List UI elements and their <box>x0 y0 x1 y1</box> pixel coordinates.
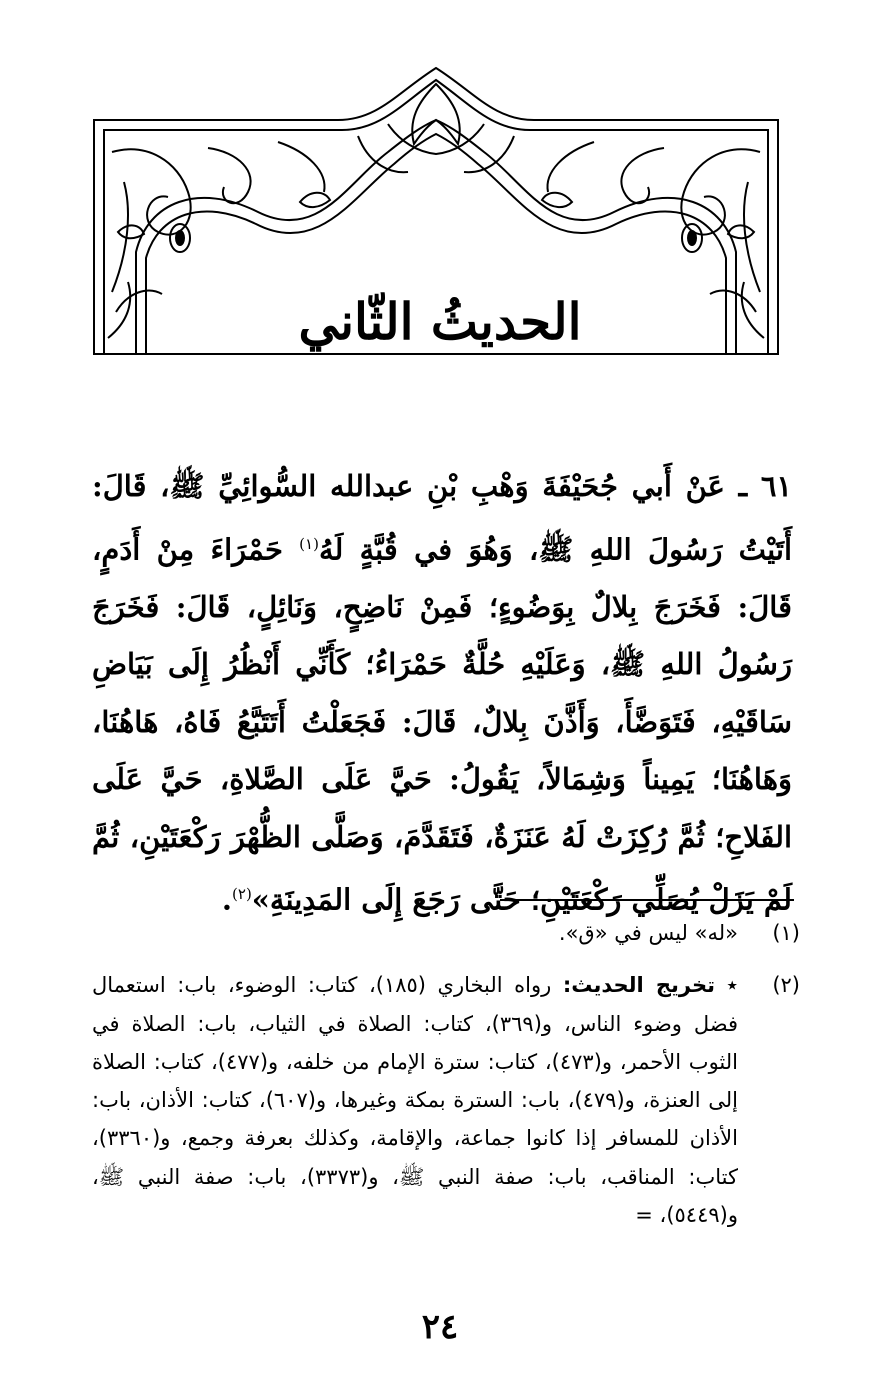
footnote-text: «له» ليس في «ق». <box>558 921 738 945</box>
footnote-text <box>92 966 738 1234</box>
hadith-end-punctuation: . <box>221 882 233 917</box>
page-number: ٢٤ <box>421 1307 459 1347</box>
footnotes <box>92 914 800 1248</box>
footnote-separator <box>500 899 794 901</box>
footnote-item <box>92 914 800 952</box>
hadith-text-part: ٦١ ـ عَنْ أَبي جُحَيْفَةَ وَهْبِ بْنِ عبدالله السُّوائِيِّ ﷺ، قَالَ: أَتَيْتُ رَسُولَ اللهِ ﷺ، وَهُوَ في قُبَّةٍ لَهُ <box>92 469 792 567</box>
footnote-marker-2: (٢) <box>232 885 252 904</box>
footnote-marker-1: (١) <box>299 534 319 553</box>
footnote-label: تخريج الحديث: <box>562 973 715 998</box>
star-icon: ٭ <box>726 973 738 998</box>
footnote-number: (١) <box>772 921 800 945</box>
footnote-body: رواه البخاري (١٨٥)، كتاب: الوضوء، باب: استعمال فضل وضوء الناس، و(٣٦٩)، كتاب: الصلاة في الثياب، باب: الصلاة في الثوب الأحمر، و(٤٧٣)، كتاب: سترة الإمام من خلفه، و(٤٧٧)، كتاب: الصلاة إلى العنزة، و(٤٧٩)، باب: السترة بمكة وغيرها، و(٦٠٧)، كتاب: الأذان، باب: الأذان للمسافر إذا كانوا جماعة، والإقامة، وكذلك بعرفة وجمع، و(٣٣٦٠)، كتاب: المناقب، باب: صفة النبي ﷺ، و(٣٣٧٣)، باب: صفة النبي ﷺ، و(٥٤٤٩)، = <box>92 973 739 1228</box>
hadith-text-part: حَمْرَاءَ مِنْ أَدَمٍ، قَالَ: فَخَرَجَ بِلالٌ بِوَضُوءٍ؛ فَمِنْ نَاضِحٍ، وَنَائِلٍ، قَالَ: فَخَرَجَ رَسُولُ اللهِ ﷺ، وَعَلَيْهِ حُلَّةٌ حَمْرَاءُ؛ كَأَنِّي أَنْظُرُ إِلَى بَيَاضِ سَاقَيْهِ، فَتَوَضَّأَ، وَأَذَّنَ بِلالٌ، قَالَ: فَجَعَلْتُ أَتَتَبَّعُ فَاهُ، هَاهُنَا، وَهَاهُنَا؛ يَمِيناً وَشِمَالاً، يَقُولُ: حَيَّ عَلَى الصَّلاةِ، حَيَّ عَلَى الفَلاحِ؛ ثُمَّ رُكِزَتْ لَهُ عَنَزَةٌ، فَتَقَدَّمَ، وَصَلَّى الظُّهْرَ رَكْعَتَيْنِ، ثُمَّ لَمْ يَزَلْ يُصَلِّي رَكْعَتَيْنِ؛ حَتَّى رَجَعَ إِلَى المَدِينَةِ» <box>92 532 792 917</box>
chapter-title: الحديثُ الثّاني <box>298 292 582 351</box>
footnote-item <box>92 966 800 1234</box>
footnote-number: (٢) <box>772 973 800 998</box>
hadith-text <box>92 458 792 929</box>
